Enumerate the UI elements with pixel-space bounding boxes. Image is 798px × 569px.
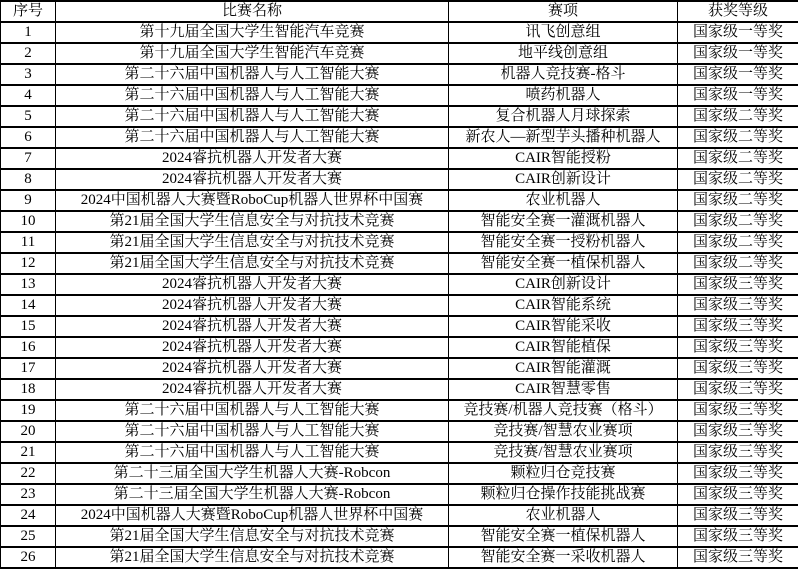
table-row [1,43,798,64]
table-body [1,22,798,568]
cell-event: 智能安全赛一灌溉机器人 [449,211,678,232]
cell-award: 国家级一等奖 [678,85,798,106]
cell-award: 国家级三等奖 [678,400,798,421]
cell-award: 国家级二等奖 [678,169,798,190]
cell-no: 2 [1,43,56,64]
table-row [1,421,798,442]
cell-event: 竞技赛/机器人竞技赛（格斗） [449,400,678,421]
cell-name: 2024睿抗机器人开发者大赛 [56,274,449,295]
table-row [1,400,798,421]
cell-name: 2024睿抗机器人开发者大赛 [56,148,449,169]
cell-no: 10 [1,211,56,232]
cell-award: 国家级二等奖 [678,232,798,253]
cell-event: CAIR智能授粉 [449,148,678,169]
cell-no: 13 [1,274,56,295]
cell-event: CAIR智慧零售 [449,379,678,400]
cell-event: CAIR智能灌溉 [449,358,678,379]
cell-no: 8 [1,169,56,190]
cell-event: CAIR智能植保 [449,337,678,358]
cell-award: 国家级一等奖 [678,22,798,43]
table-row [1,337,798,358]
header-cell-index: 序号 [1,1,56,22]
table-row [1,463,798,484]
header-row [1,1,798,22]
cell-award: 国家级二等奖 [678,190,798,211]
cell-event: 讯飞创意组 [449,22,678,43]
cell-no: 9 [1,190,56,211]
cell-event: 智能安全赛一授粉机器人 [449,232,678,253]
table-row [1,484,798,505]
table-row [1,169,798,190]
cell-award: 国家级三等奖 [678,421,798,442]
table-row [1,127,798,148]
header-cell-competition: 比赛名称 [56,1,449,22]
cell-award: 国家级一等奖 [678,64,798,85]
cell-name: 第二十六届中国机器人与人工智能大赛 [56,421,449,442]
cell-no: 5 [1,106,56,127]
cell-name: 2024中国机器人大赛暨RoboCup机器人世界杯中国赛 [56,505,449,526]
cell-event: 颗粒归仓竞技赛 [449,463,678,484]
cell-name: 第二十六届中国机器人与人工智能大赛 [56,64,449,85]
cell-event: 农业机器人 [449,190,678,211]
cell-event: CAIR智能采收 [449,316,678,337]
cell-no: 25 [1,526,56,547]
cell-event: 机器人竞技赛-格斗 [449,64,678,85]
cell-no: 20 [1,421,56,442]
cell-name: 2024睿抗机器人开发者大赛 [56,316,449,337]
cell-no: 14 [1,295,56,316]
cell-name: 第十九届全国大学生智能汽车竞赛 [56,22,449,43]
table-row [1,442,798,463]
cell-event: 喷药机器人 [449,85,678,106]
cell-name: 第二十六届中国机器人与人工智能大赛 [56,85,449,106]
cell-name: 第十九届全国大学生智能汽车竞赛 [56,43,449,64]
cell-event: 智能安全赛一采收机器人 [449,547,678,568]
table-row [1,547,798,568]
cell-award: 国家级三等奖 [678,505,798,526]
cell-no: 3 [1,64,56,85]
cell-no: 12 [1,253,56,274]
table-row [1,232,798,253]
table-row [1,379,798,400]
cell-award: 国家级三等奖 [678,337,798,358]
cell-event: 智能安全赛一植保机器人 [449,526,678,547]
cell-award: 国家级三等奖 [678,442,798,463]
cell-award: 国家级三等奖 [678,484,798,505]
cell-award: 国家级三等奖 [678,379,798,400]
cell-award: 国家级三等奖 [678,274,798,295]
cell-event: 智能安全赛一植保机器人 [449,253,678,274]
cell-award: 国家级二等奖 [678,148,798,169]
table-row [1,148,798,169]
cell-event: 竞技赛/智慧农业赛项 [449,421,678,442]
cell-no: 1 [1,22,56,43]
cell-name: 第二十六届中国机器人与人工智能大赛 [56,400,449,421]
cell-name: 第21届全国大学生信息安全与对抗技术竞赛 [56,547,449,568]
cell-name: 第二十三届全国大学生机器人大赛-Robcon [56,463,449,484]
cell-no: 18 [1,379,56,400]
cell-no: 7 [1,148,56,169]
cell-award: 国家级二等奖 [678,127,798,148]
cell-name: 2024睿抗机器人开发者大赛 [56,337,449,358]
cell-event: 农业机器人 [449,505,678,526]
cell-no: 4 [1,85,56,106]
cell-award: 国家级三等奖 [678,547,798,568]
table-row [1,253,798,274]
cell-award: 国家级二等奖 [678,253,798,274]
cell-no: 15 [1,316,56,337]
cell-name: 2024睿抗机器人开发者大赛 [56,379,449,400]
cell-no: 24 [1,505,56,526]
cell-name: 2024睿抗机器人开发者大赛 [56,169,449,190]
table-row [1,505,798,526]
cell-no: 11 [1,232,56,253]
table-row [1,526,798,547]
table-row [1,211,798,232]
cell-award: 国家级三等奖 [678,526,798,547]
cell-event: CAIR创新设计 [449,274,678,295]
cell-name: 第21届全国大学生信息安全与对抗技术竞赛 [56,526,449,547]
cell-event: 地平线创意组 [449,43,678,64]
table-row [1,85,798,106]
table-row [1,316,798,337]
table-row [1,106,798,127]
cell-event: 新农人—新型芋头播种机器人 [449,127,678,148]
cell-award: 国家级一等奖 [678,43,798,64]
cell-no: 17 [1,358,56,379]
header-cell-event: 赛项 [449,1,678,22]
cell-event: CAIR创新设计 [449,169,678,190]
cell-event: 颗粒归仓操作技能挑战赛 [449,484,678,505]
cell-event: 竞技赛/智慧农业赛项 [449,442,678,463]
table-row [1,295,798,316]
table-row [1,358,798,379]
table-row [1,274,798,295]
cell-award: 国家级三等奖 [678,358,798,379]
cell-award: 国家级三等奖 [678,295,798,316]
cell-name: 2024中国机器人大赛暨RoboCup机器人世界杯中国赛 [56,190,449,211]
cell-no: 22 [1,463,56,484]
cell-event: CAIR智能系统 [449,295,678,316]
cell-name: 第二十三届全国大学生机器人大赛-Robcon [56,484,449,505]
cell-no: 26 [1,547,56,568]
header-cell-award: 获奖等级 [678,1,798,22]
table-row [1,64,798,85]
cell-no: 19 [1,400,56,421]
cell-name: 2024睿抗机器人开发者大赛 [56,295,449,316]
cell-no: 23 [1,484,56,505]
cell-name: 第二十六届中国机器人与人工智能大赛 [56,127,449,148]
cell-name: 第21届全国大学生信息安全与对抗技术竞赛 [56,253,449,274]
cell-award: 国家级二等奖 [678,106,798,127]
cell-name: 第二十六届中国机器人与人工智能大赛 [56,442,449,463]
table-row [1,22,798,43]
cell-no: 16 [1,337,56,358]
cell-award: 国家级二等奖 [678,211,798,232]
cell-name: 第21届全国大学生信息安全与对抗技术竞赛 [56,211,449,232]
cell-award: 国家级三等奖 [678,316,798,337]
cell-name: 2024睿抗机器人开发者大赛 [56,358,449,379]
table-row [1,190,798,211]
cell-no: 6 [1,127,56,148]
cell-no: 21 [1,442,56,463]
cell-event: 复合机器人月球探索 [449,106,678,127]
cell-name: 第21届全国大学生信息安全与对抗技术竞赛 [56,232,449,253]
cell-award: 国家级三等奖 [678,463,798,484]
cell-name: 第二十六届中国机器人与人工智能大赛 [56,106,449,127]
